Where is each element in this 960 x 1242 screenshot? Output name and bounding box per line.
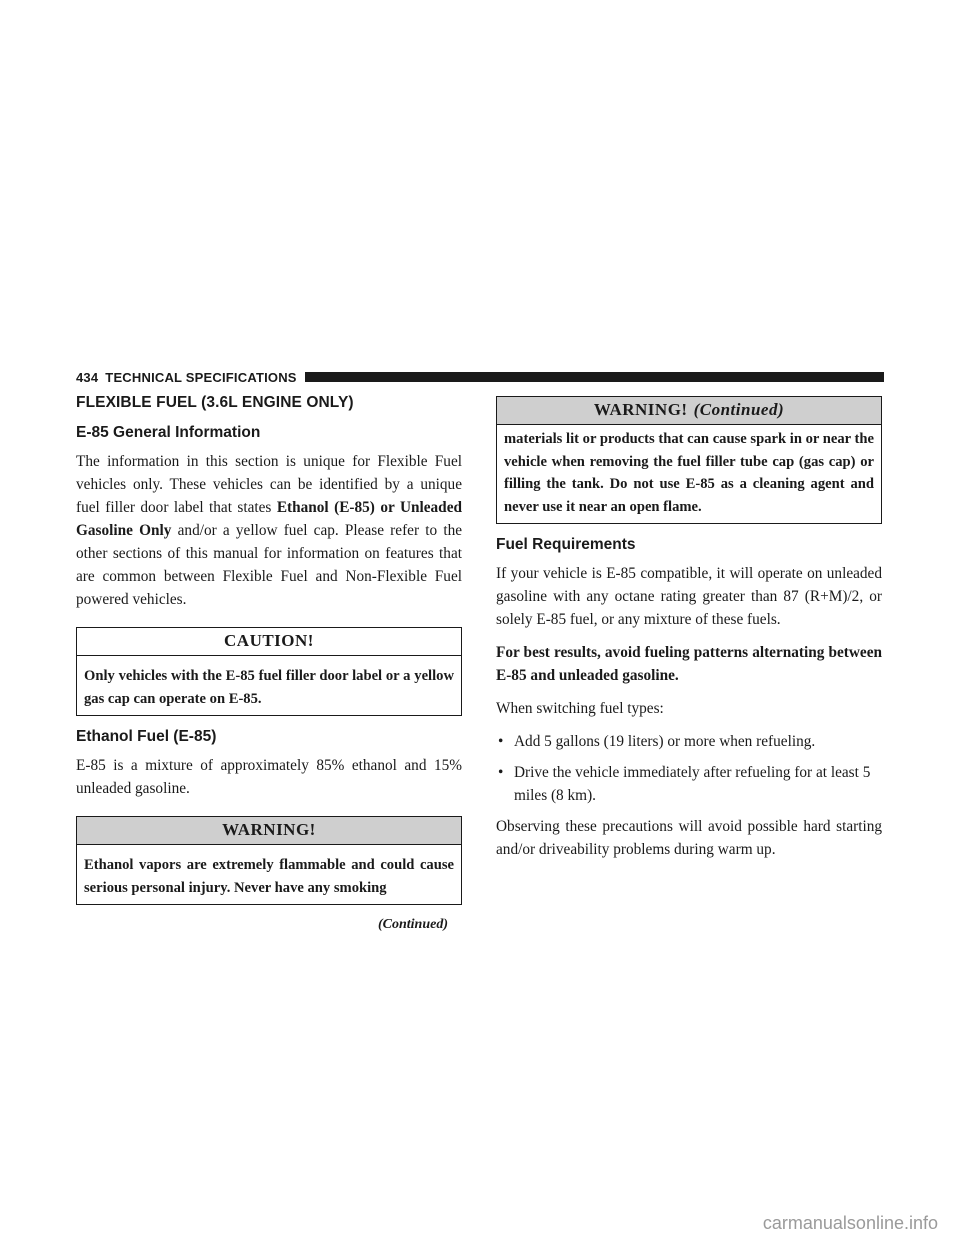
fuel-req-paragraph-3: When switching fuel types: xyxy=(496,700,664,717)
fuel-req-paragraph-4: Observing these precautions will avoid possible hard starting and/or driveability problems during warm up. xyxy=(496,818,882,858)
page-header xyxy=(76,368,884,386)
continued-note: (Continued) xyxy=(377,917,448,932)
heading-ethanol-fuel: Ethanol Fuel (E-85) xyxy=(76,728,217,745)
fuel-req-paragraph-2: For best results, avoid fueling patterns alternating between E-85 and unleaded gasoline. xyxy=(496,644,882,684)
warning-continued-title: WARNING! (Continued) xyxy=(497,397,881,425)
caution-text: Only vehicles with the E-85 fuel filler door label or a yellow gas cap can operate on E-85. xyxy=(84,668,454,707)
left-column xyxy=(76,394,462,933)
warning-title: WARNING! xyxy=(77,817,461,845)
list-item: • Add 5 gallons (19 liters) or more when refueling. xyxy=(496,730,882,753)
warning-continued-box xyxy=(496,396,882,524)
main-title: FLEXIBLE FUEL (3.6L ENGINE ONLY) xyxy=(76,394,354,411)
ethanol-paragraph: E-85 is a mixture of approximately 85% ethanol and 15% unleaded gasoline. xyxy=(76,757,462,797)
bullet-icon: • xyxy=(498,764,504,781)
fuel-req-paragraph-1: If your vehicle is E-85 compatible, it will operate on unleaded gasoline with any octane rating greater than 87 (R+M)/2, or solely E-85 fuel, or any mixture of these fuels. xyxy=(496,565,882,628)
heading-fuel-requirements: Fuel Requirements xyxy=(496,536,636,553)
page-number: 434 xyxy=(76,369,99,385)
fuel-switch-list xyxy=(496,730,882,807)
watermark: carmanualsonline.info xyxy=(762,1213,938,1233)
warning-text: Ethanol vapors are extremely flammable and could cause serious personal injury. Never have any smoking xyxy=(84,857,454,896)
e85-general-paragraph: The information in this section is unique for Flexible Fuel vehicles only. These vehicles can be identified by a unique fuel filler door label that states Ethanol (E-85) or Unleaded Gasoline Only and/or a yellow fuel cap. Please refer to the other sections of this manual for information on features that are common between Flexible Fuel and Non-Flexible Fuel powered vehicles. xyxy=(76,453,463,608)
section-title: TECHNICAL SPECIFICATIONS xyxy=(105,369,297,385)
right-column xyxy=(496,394,882,871)
bullet-icon: • xyxy=(498,733,504,750)
list-item: • Drive the vehicle immediately after refueling for at least 5 miles (8 km). xyxy=(496,761,882,807)
warning-box xyxy=(76,816,462,905)
fuel-door-label-text: Ethanol (E-85) or Unleaded Gasoline Only xyxy=(76,499,462,539)
caution-title: CAUTION! xyxy=(77,628,461,656)
warning-continued-text: materials lit or products that can cause spark in or near the vehicle when removing the fuel filler tube cap (gas cap) or filling the tank. Do not use E-85 as a cleaning agent and never use it near an open flame. xyxy=(504,431,874,515)
caution-box xyxy=(76,627,462,716)
heading-e85-general: E-85 General Information xyxy=(76,424,261,441)
header-rule xyxy=(305,372,884,382)
